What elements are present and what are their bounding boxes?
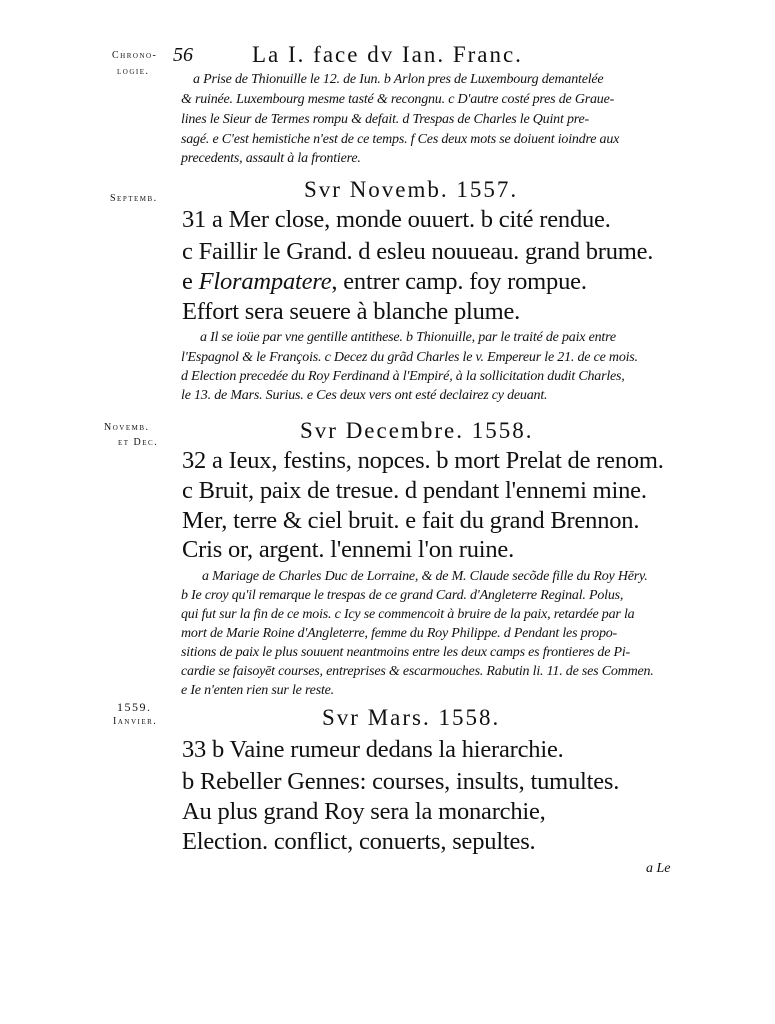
note-line: b Ie croy qu'il remarque le trespas de ce grand Card. d'Angleterre Reginal. Polus, <box>181 588 624 603</box>
note-line: a Mariage de Charles Duc de Lorraine, & de M. Claude secõde fille du Roy Hēry. <box>202 569 648 584</box>
note-line: qui fut sur la fin de ce mois. c Icy se commencoit à bruire de la paix, retardée par la <box>181 607 635 622</box>
verse-line: 33 b Vaine rumeur dedans la hierarchie. <box>182 736 564 763</box>
margin-label-chronologie-top: Chrono- <box>112 50 158 61</box>
note-line: sagé. e C'est hemistiche n'est de ce temps. f Ces deux mots se doiuent ioindre aux <box>181 132 620 147</box>
verse-line: Mer, terre & ciel bruit. e fait du grand Brennon. <box>182 507 640 534</box>
verse-line: Cris or, argent. l'ennemi l'on ruine. <box>182 536 515 563</box>
catchword: a Le <box>646 861 671 876</box>
page-number: 56 <box>173 44 193 66</box>
running-title: La I. face dv Ian. Franc. <box>252 42 523 67</box>
note-line: cardie se faisoyēt courses, entreprises & escarmouches. Rabutin li. 11. de ses Commen. <box>181 664 654 679</box>
note-line: mort de Marie Roine d'Angleterre, femme du Roy Philippe. d Pendant les propo- <box>181 626 618 641</box>
note-line: d Election precedée du Roy Ferdinand à l'Empiré, à la sollicitation dudit Charles, <box>181 369 625 384</box>
section-heading: Svr Decembre. 1558. <box>300 418 534 443</box>
verse-line: c Bruit, paix de tresue. d pendant l'ennemi mine. <box>182 477 647 504</box>
verse-rest: , entrer camp. foy rompue. <box>331 268 587 295</box>
verse-line: Au plus grand Roy sera la monarchie, <box>182 798 546 825</box>
verse-line: b Rebeller Gennes: courses, insults, tumultes. <box>182 768 620 795</box>
note-line: e Ie n'enten rien sur le reste. <box>181 683 334 698</box>
margin-label-year: 1559. <box>117 700 152 714</box>
note-line: precedents, assault à la frontiere. <box>181 151 361 166</box>
note-line: le 13. de Mars. Surius. e Ces deux vers ont esté declairez cy deuant. <box>181 388 548 403</box>
verse-marker: e <box>182 268 199 295</box>
margin-label-chronologie-bottom: logie. <box>117 66 150 77</box>
section-heading: Svr Novemb. 1557. <box>304 177 519 202</box>
margin-label-month-top: Novemb. <box>104 422 150 433</box>
verse-latin-phrase: Florampatere <box>198 268 332 295</box>
verse-line: Election. conflict, conuerts, sepultes. <box>182 828 536 855</box>
verse-line: c Faillir le Grand. d esleu nouueau. grand brume. <box>182 238 654 265</box>
margin-label-month: Ianvier. <box>113 716 158 727</box>
verse-line: 32 a Ieux, festins, nopces. b mort Prelat de renom. <box>182 447 664 474</box>
margin-label-month-bottom: et Dec. <box>118 437 159 448</box>
note-line: sitions de paix le plus souuent neantmoins entre les deux camps es frontieres de Pi- <box>181 645 631 660</box>
section-heading: Svr Mars. 1558. <box>322 705 501 730</box>
note-line: a Prise de Thionuille le 12. de Iun. b Arlon pres de Luxembourg demantelée <box>193 72 604 87</box>
note-line: l'Espagnol & le François. c Decez du grãd Charles le v. Empereur le 21. de ce mois. <box>181 350 638 365</box>
note-line: & ruinée. Luxembourg mesme tasté & recongnu. c D'autre costé pres de Graue- <box>181 92 615 107</box>
note-line: lines le Sieur de Termes rompu & defait. d Trespas de Charles le Quint pre- <box>181 112 589 127</box>
margin-label-month: Septemb. <box>110 193 158 204</box>
note-line: a Il se ioüe par vne gentille antithese. b Thionuille, par le traité de paix entre <box>200 330 616 345</box>
verse-line: 31 a Mer close, monde ouuert. b cité rendue. <box>182 206 611 233</box>
verse-line <box>182 268 587 296</box>
verse-line: Effort sera seuere à blanche plume. <box>182 298 521 325</box>
